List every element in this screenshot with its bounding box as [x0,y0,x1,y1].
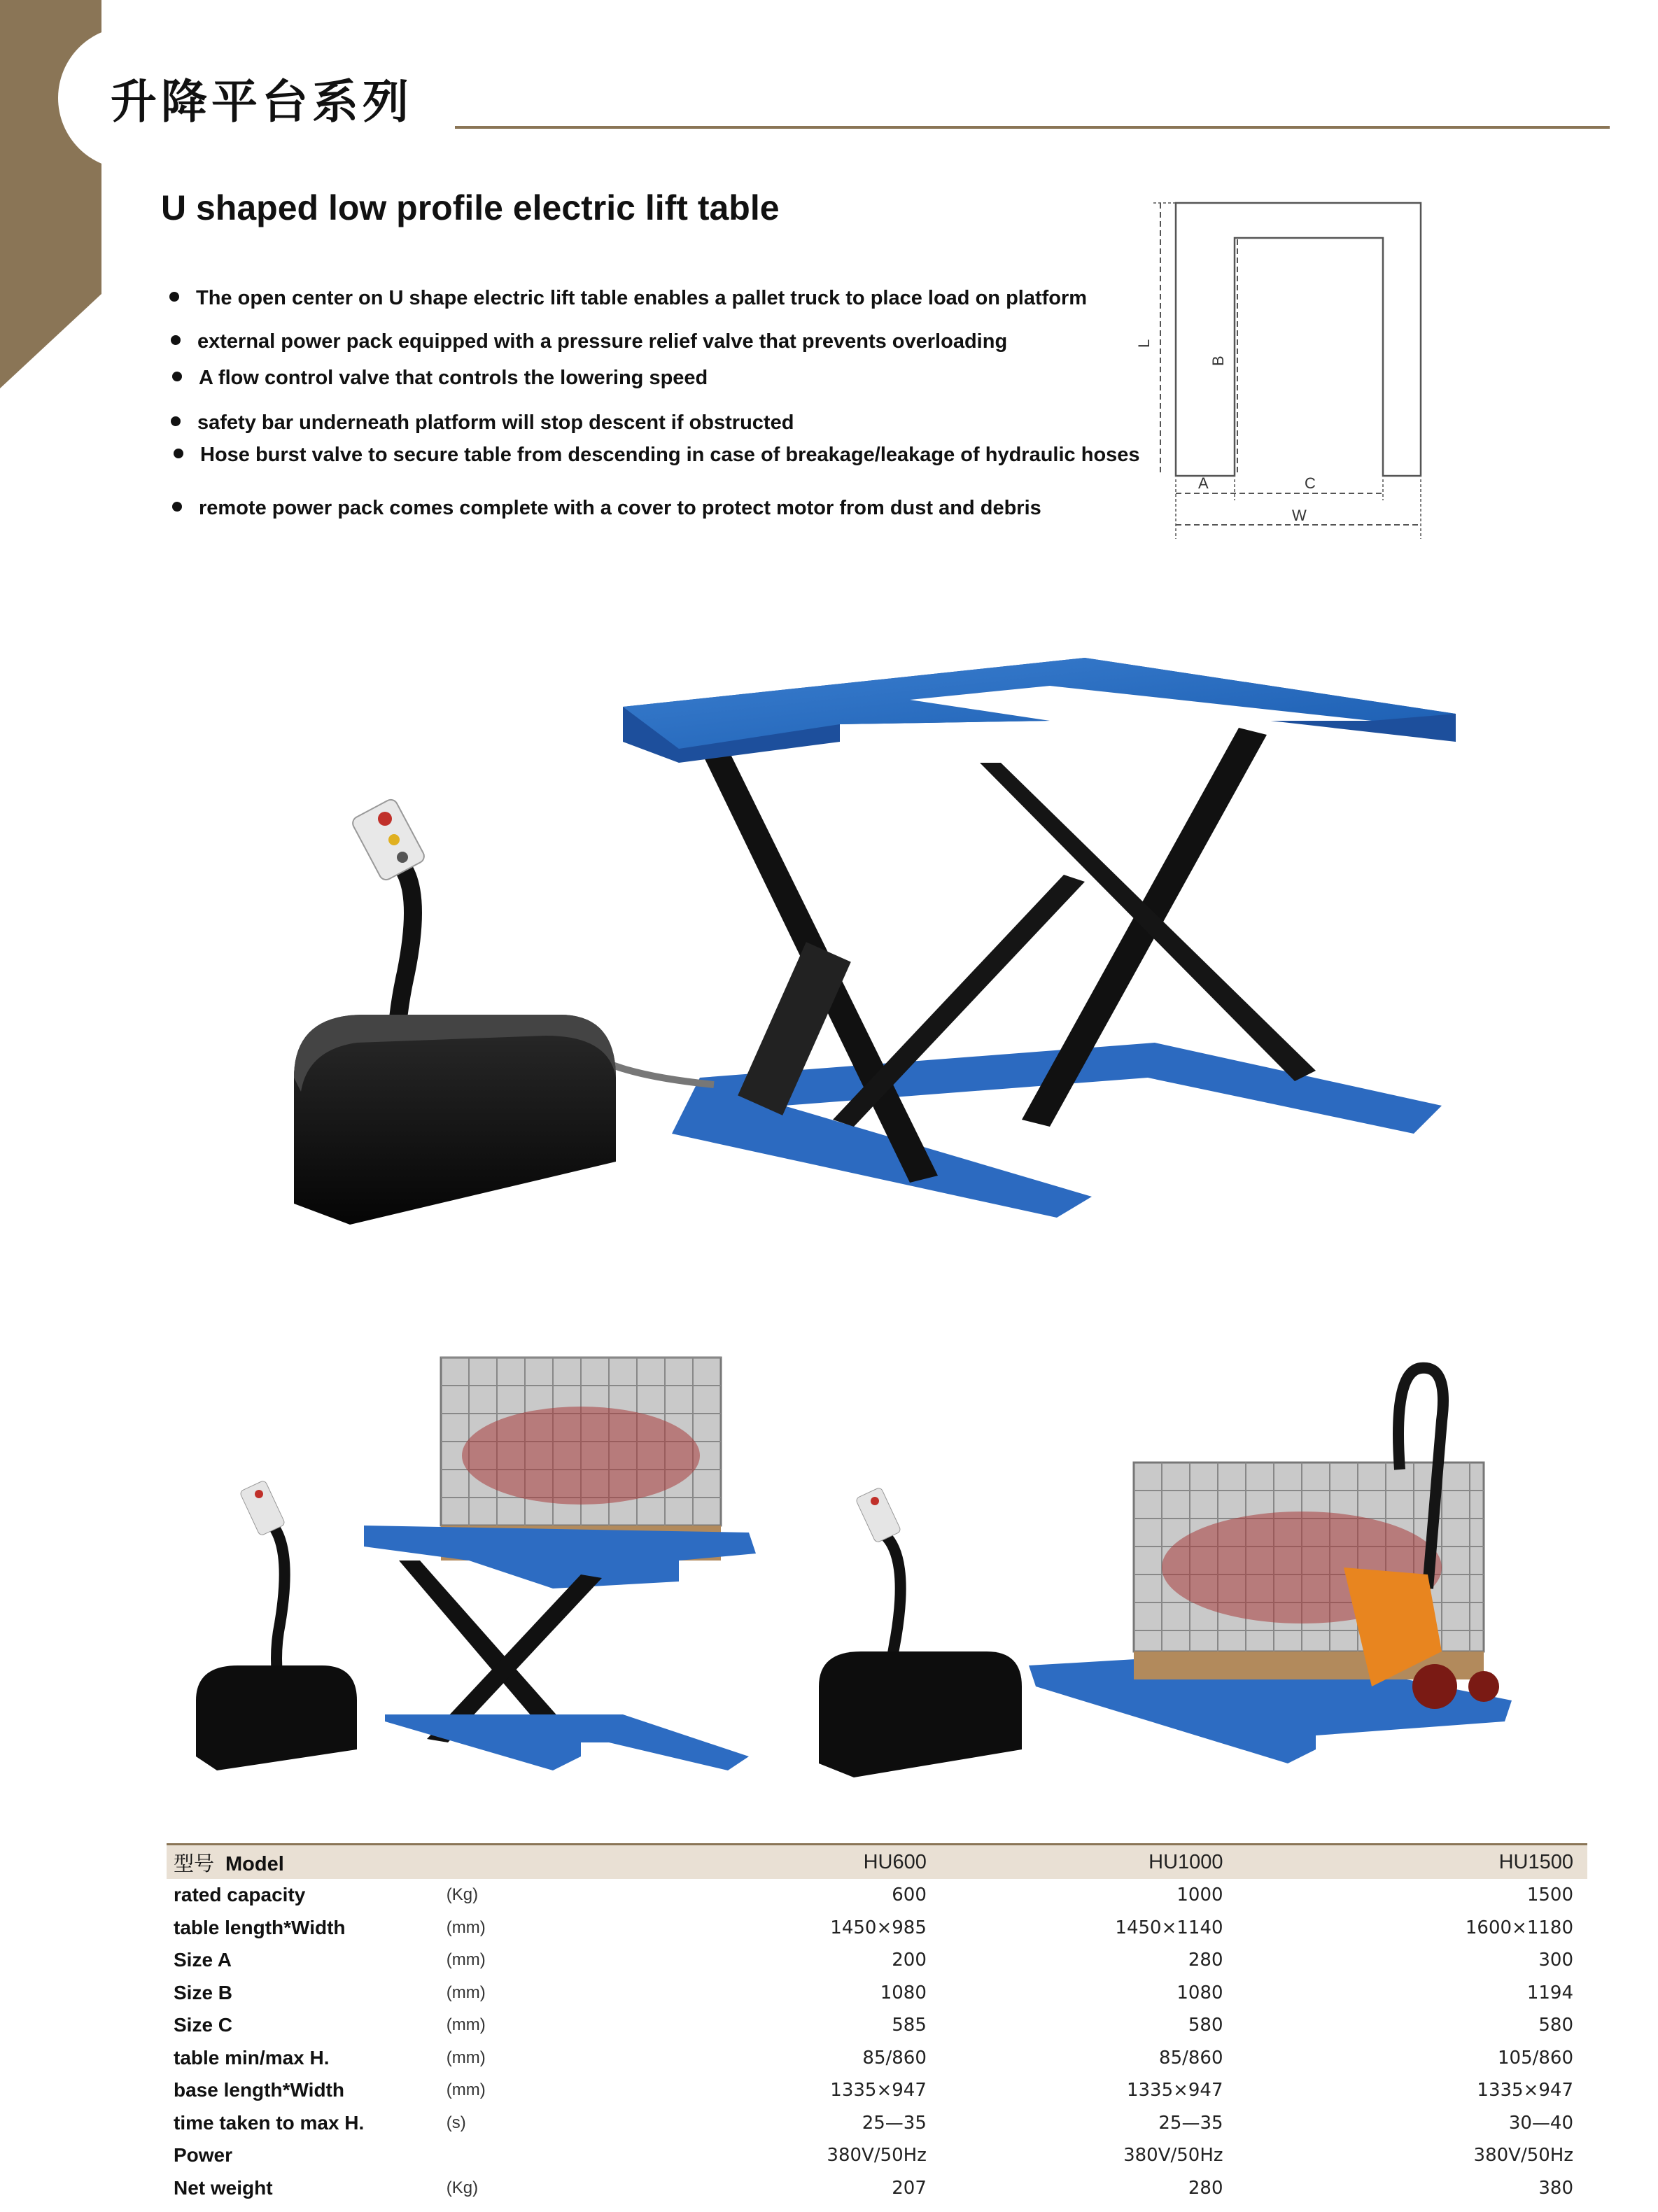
spec-label: table min/max H. [174,2046,330,2069]
feature-item: safety bar underneath platform will stop descent if obstructed [171,411,794,435]
feature-item: The open center on U shape electric lift table enables a pallet truck to place load on platform [169,287,1087,310]
bullet-icon [171,335,181,345]
spec-value: 580 [1538,2015,1573,2036]
spec-label: Size A [174,1949,232,1971]
dim-label-W: W [1292,507,1307,524]
spec-value: 280 [1188,2177,1223,2199]
bullet-icon [171,416,181,426]
spec-value: 380V/50Hz [1123,2145,1223,2167]
product-photo-loaded [189,1351,763,1784]
spec-value: 380 [1538,2177,1573,2199]
spec-value: 280 [1188,1950,1223,1971]
spec-value: 85/860 [1159,2047,1223,2069]
spec-value: 1080 [880,1982,927,2003]
dimension-diagram [1135,196,1435,539]
dim-label-C: C [1305,474,1316,492]
spec-label: time taken to max H. [174,2111,365,2134]
product-title: U shaped low profile electric lift table [161,188,780,227]
spec-value: 1600×1180 [1465,1917,1573,1938]
spec-value: 1335×947 [1477,2080,1573,2101]
dim-label-A: A [1198,474,1209,492]
spec-value: 1335×947 [830,2080,927,2101]
feature-item: A flow control valve that controls the lowering speed [172,367,708,390]
table-row [167,1912,1587,1945]
specs-table [167,1843,1587,2204]
spec-value: 25—35 [1158,2112,1223,2134]
bullet-icon [172,502,182,512]
spec-label: Size C [174,2014,233,2036]
table-row [167,2074,1587,2107]
spec-label: rated capacity [174,1884,306,1906]
dim-label-L: L [1135,339,1153,348]
product-photo-pallet-truck [812,1358,1554,1791]
spec-value: 1335×947 [1126,2080,1223,2101]
feature-item: remote power pack comes complete with a cover to protect motor from dust and debris [172,497,1041,520]
table-row [167,2009,1587,2042]
spec-label: Net weight [174,2176,273,2199]
bullet-icon [172,372,182,381]
spec-value: 380V/50Hz [827,2145,927,2167]
spec-value: 1500 [1526,1885,1573,1906]
spec-unit: (mm) [446,2080,486,2100]
product-photo-main [280,644,1470,1253]
spec-value: 1194 [1526,1982,1573,2003]
table-row [167,1879,1587,1912]
spec-value: 580 [1188,2015,1223,2036]
spec-value: 300 [1538,1950,1573,1971]
spec-unit: (mm) [446,1950,486,1970]
specs-header-model: 型号 Model [167,1845,447,1880]
spec-unit [447,2139,536,2172]
spec-value: 25—35 [862,2112,927,2134]
spec-value: 105/860 [1497,2047,1573,2069]
table-row [167,2107,1587,2140]
feature-item: external power pack equipped with a pressure relief valve that prevents overloading [171,330,1007,353]
spec-value: 1450×985 [830,1917,927,1938]
spec-value: 30—40 [1508,2112,1573,2134]
spec-value: 1000 [1176,1885,1223,1906]
spec-unit: (mm) [446,2015,486,2035]
spec-value: 600 [892,1885,927,1906]
spec-value: 85/860 [862,2047,927,2069]
spec-unit: (Kg) [446,2178,479,2197]
spec-unit: (Kg) [446,1885,479,1905]
spec-label: Power [174,2144,233,2167]
specs-model-name: HU1500 [1223,1845,1587,1880]
spec-label: Size B [174,1981,233,2003]
table-row [167,1944,1587,1977]
spec-label: base length*Width [174,2079,344,2101]
bullet-icon [169,292,179,302]
spec-value: 200 [892,1950,927,1971]
feature-item: Hose burst valve to secure table from descending in case of breakage/leakage of hydraulic hoses [174,444,1140,467]
spec-value: 380V/50Hz [1473,2145,1573,2167]
spec-value: 585 [892,2015,927,2036]
specs-model-name: HU600 [535,1845,926,1880]
table-row [167,1977,1587,2010]
dim-label-B: B [1209,355,1227,366]
spec-label: table length*Width [174,1916,346,1938]
specs-header-row [167,1845,1587,1880]
spec-value: 207 [892,2177,927,2199]
corner-tab-decoration [0,0,112,392]
series-title: 升降平台系列 [111,75,413,129]
table-row [167,2172,1587,2205]
spec-unit: (mm) [446,1917,486,1937]
table-row [167,2139,1587,2172]
spec-value: 1080 [1176,1982,1223,2003]
spec-value: 1450×1140 [1115,1917,1223,1938]
bullet-icon [174,449,183,458]
header-divider [455,126,1610,129]
spec-unit: (s) [446,2113,466,2132]
specs-model-name: HU1000 [927,1845,1223,1880]
spec-unit: (mm) [446,1982,486,2002]
spec-unit: (mm) [446,2048,486,2067]
table-row [167,2042,1587,2075]
